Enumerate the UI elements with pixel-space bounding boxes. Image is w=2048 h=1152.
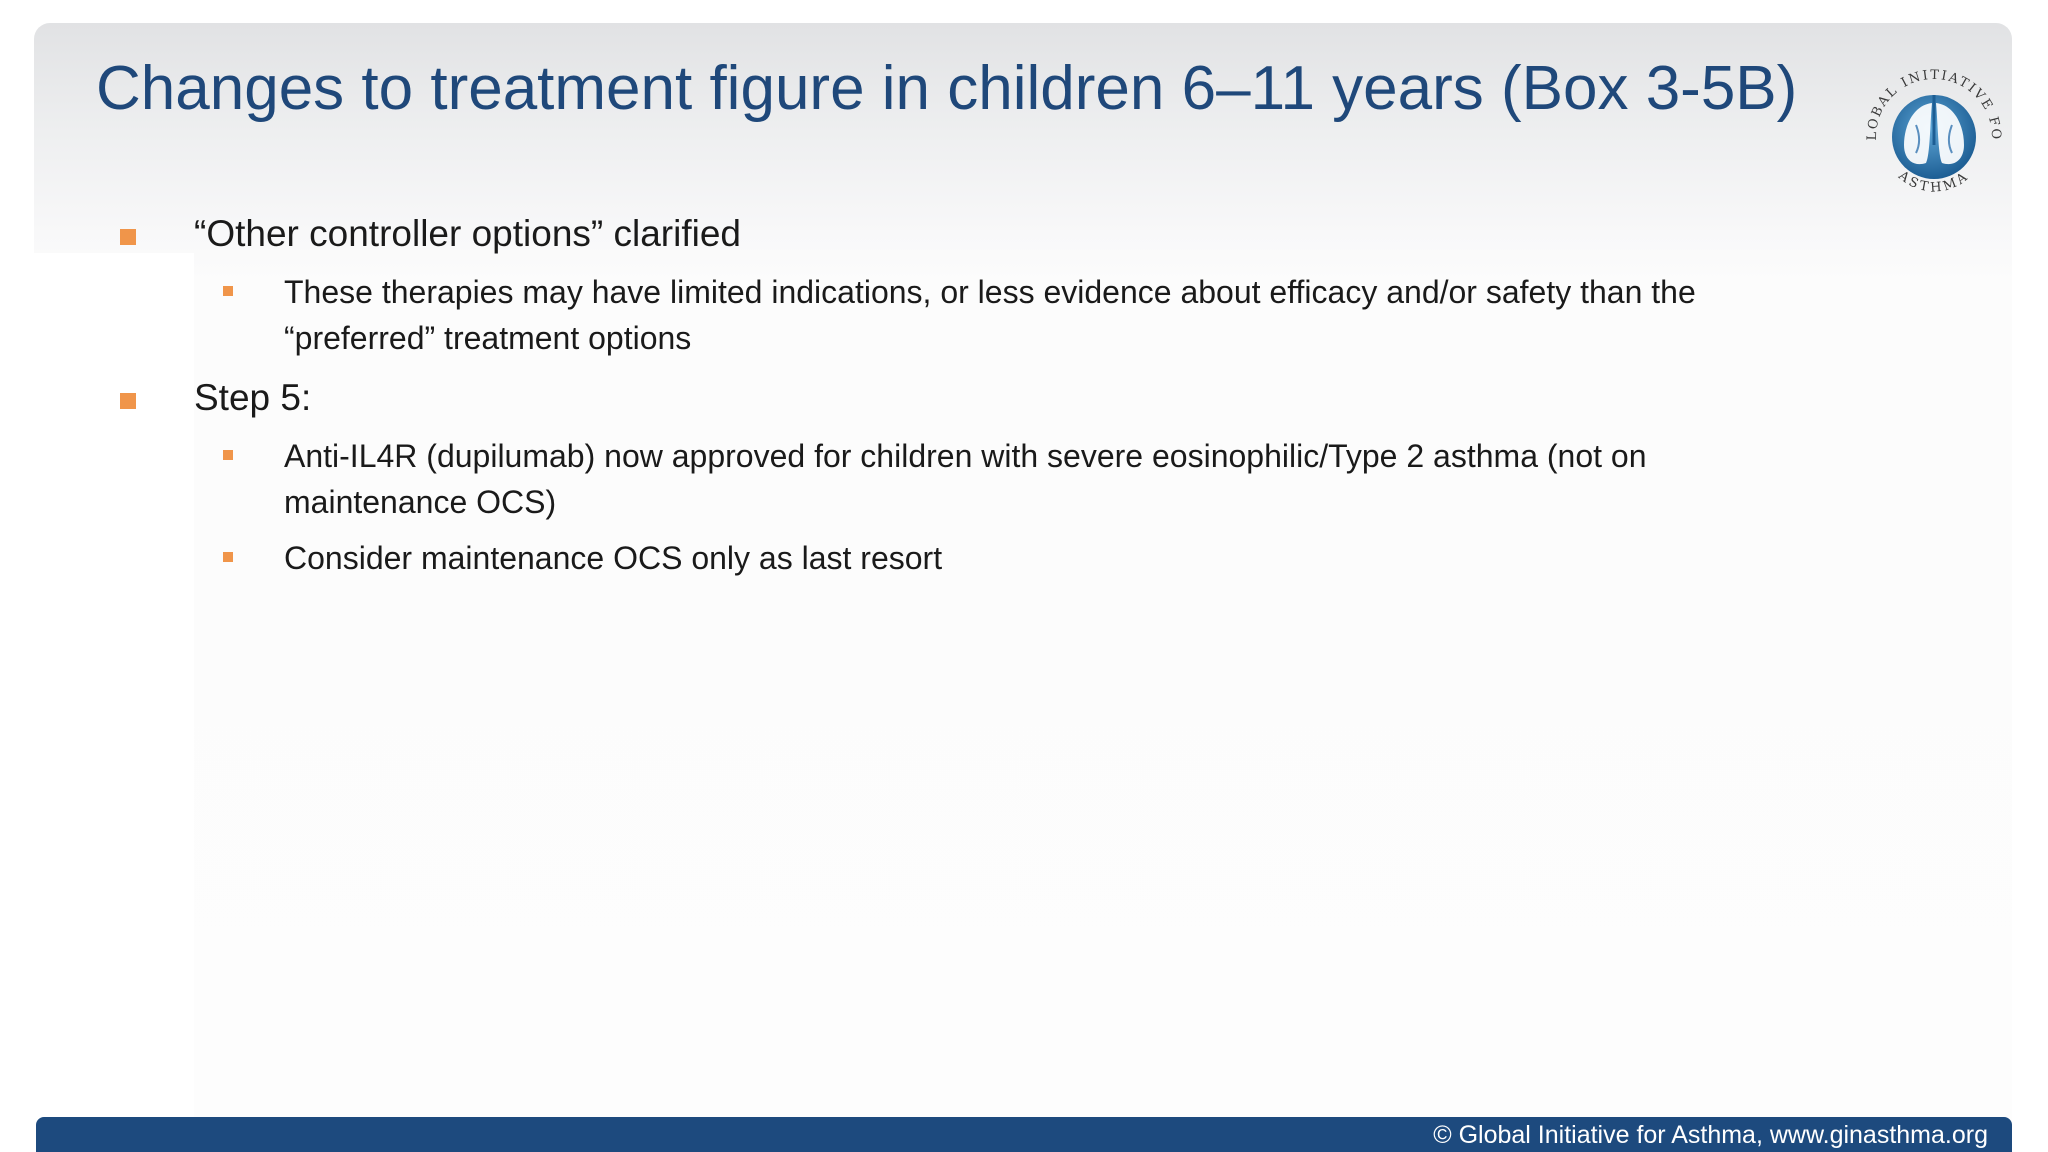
footer-copyright: © Global Initiative for Asthma, www.ginasthma.org <box>1433 1121 1988 1149</box>
slide-left-band <box>34 253 194 1152</box>
footer-bar <box>36 1117 2012 1152</box>
sub-bullet-marker <box>223 450 233 460</box>
slide-title: Changes to treatment figure in children 6–11 years (Box 3-5B) <box>96 54 1798 123</box>
gina-logo <box>1854 45 2012 225</box>
lungs-globe-icon <box>1854 45 2012 225</box>
slide-canvas <box>34 23 2012 1152</box>
logo-ring-text-bottom: ASTHMA <box>1895 168 1973 196</box>
bullet-item: “Other controller options” clarified <box>194 213 741 254</box>
sub-bullet-item: Consider maintenance OCS only as last resort <box>284 540 943 576</box>
sub-bullet-marker <box>223 286 233 296</box>
bullet-marker <box>120 229 136 245</box>
bullet-item: Step 5: <box>194 377 312 418</box>
sub-bullet-marker <box>223 552 233 562</box>
sub-bullet-item: These therapies may have limited indications, or less evidence about efficacy and/or safety than the “preferred” treatment options <box>284 274 1696 356</box>
bullet-marker <box>120 393 136 409</box>
sub-bullet-item: Anti-IL4R (dupilumab) now approved for children with severe eosinophilic/Type 2 asthma (not on maintenance OCS) <box>284 438 1647 520</box>
logo-ring-text-top: LOBAL INITIATIVE FO <box>1864 67 2004 142</box>
